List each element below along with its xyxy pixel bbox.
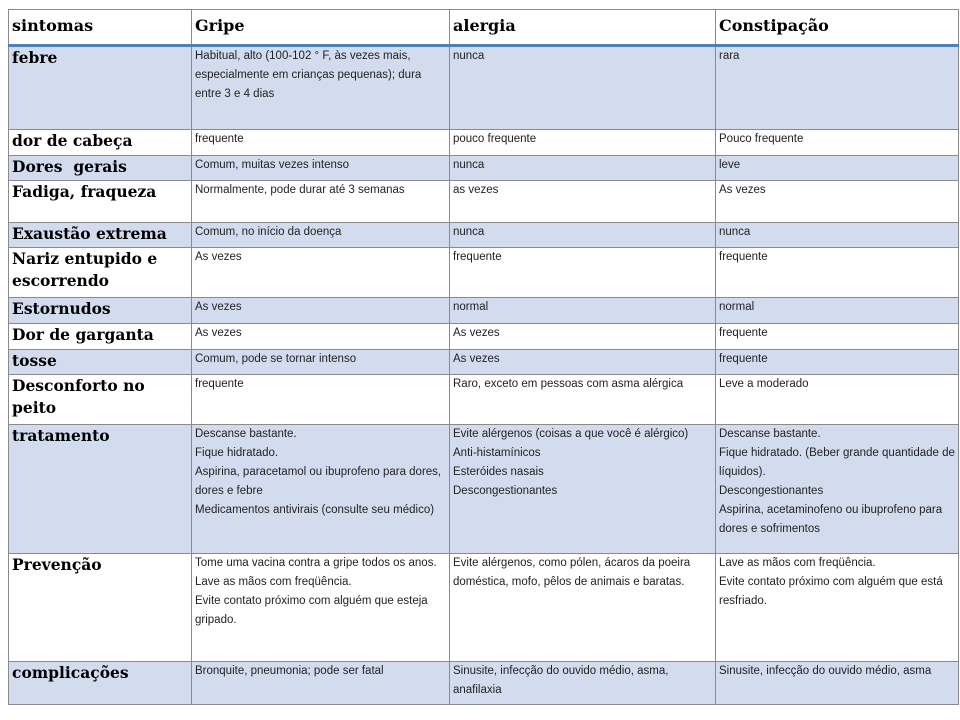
table-row xyxy=(9,130,959,156)
row-label: Dor de garganta xyxy=(9,324,192,350)
alergia-cell: normal xyxy=(450,298,716,324)
alergia-cell: as vezes xyxy=(450,181,716,223)
table-row xyxy=(9,324,959,350)
row-label: febre xyxy=(9,46,192,130)
constipacao-cell: Descanse bastante. Fique hidratado. (Beber grande quantidade de líquidos). Descongestionantes Aspirina, acetaminofeno ou ibuprofeno para dores e sofrimentos xyxy=(716,425,959,554)
table-row xyxy=(9,554,959,662)
row-label: tratamento xyxy=(9,425,192,554)
gripe-cell: As vezes xyxy=(192,248,450,298)
constipacao-cell: nunca xyxy=(716,223,959,248)
gripe-cell: Habitual, alto (100-102 ° F, às vezes mais, especialmente em crianças pequenas); dura entre 3 e 4 dias xyxy=(192,46,450,130)
gripe-cell: Tome uma vacina contra a gripe todos os anos. Lave as mãos com freqüência. Evite contato próximo com alguém que esteja gripado. xyxy=(192,554,450,662)
header-alergia: alergia xyxy=(450,10,716,46)
alergia-cell: pouco frequente xyxy=(450,130,716,156)
constipacao-cell: Lave as mãos com freqüência. Evite contato próximo com alguém que está resfriado. xyxy=(716,554,959,662)
constipacao-cell: leve xyxy=(716,156,959,181)
constipacao-cell: frequente xyxy=(716,248,959,298)
row-label: Dores gerais xyxy=(9,156,192,181)
gripe-cell: Comum, pode se tornar intenso xyxy=(192,350,450,375)
table-row xyxy=(9,181,959,223)
table-row xyxy=(9,350,959,375)
constipacao-cell: frequente xyxy=(716,324,959,350)
table-row xyxy=(9,223,959,248)
table-row xyxy=(9,425,959,554)
gripe-cell: As vezes xyxy=(192,298,450,324)
gripe-cell: frequente xyxy=(192,130,450,156)
row-label: Prevenção xyxy=(9,554,192,662)
table-row xyxy=(9,662,959,705)
row-label: tosse xyxy=(9,350,192,375)
constipacao-cell: frequente xyxy=(716,350,959,375)
constipacao-cell: Leve a moderado xyxy=(716,375,959,425)
gripe-cell: Comum, no início da doença xyxy=(192,223,450,248)
row-label: Exaustão extrema xyxy=(9,223,192,248)
table-row xyxy=(9,375,959,425)
row-label: dor de cabeça xyxy=(9,130,192,156)
row-label: Fadiga, fraqueza xyxy=(9,181,192,223)
constipacao-cell: normal xyxy=(716,298,959,324)
alergia-cell: Raro, exceto em pessoas com asma alérgica xyxy=(450,375,716,425)
alergia-cell: nunca xyxy=(450,156,716,181)
row-label: Estornudos xyxy=(9,298,192,324)
alergia-cell: As vezes xyxy=(450,324,716,350)
constipacao-cell: As vezes xyxy=(716,181,959,223)
gripe-cell: Normalmente, pode durar até 3 semanas xyxy=(192,181,450,223)
row-label: Desconforto no peito xyxy=(9,375,192,425)
constipacao-cell: Sinusite, infecção do ouvido médio, asma xyxy=(716,662,959,705)
table-row xyxy=(9,298,959,324)
header-row xyxy=(9,10,959,46)
gripe-cell: As vezes xyxy=(192,324,450,350)
constipacao-cell: Pouco frequente xyxy=(716,130,959,156)
header-sintomas: sintomas xyxy=(9,10,192,46)
alergia-cell: As vezes xyxy=(450,350,716,375)
gripe-cell: Descanse bastante. Fique hidratado. Aspirina, paracetamol ou ibuprofeno para dores, dores e febre Medicamentos antivirais (consulte seu médico) xyxy=(192,425,450,554)
alergia-cell: Sinusite, infecção do ouvido médio, asma, anafilaxia xyxy=(450,662,716,705)
alergia-cell: Evite alérgenos, como pólen, ácaros da poeira doméstica, mofo, pêlos de animais e baratas. xyxy=(450,554,716,662)
symptom-comparison-table xyxy=(8,9,959,705)
alergia-cell: Evite alérgenos (coisas a que você é alérgico) Anti-histamínicos Esteróides nasais Descongestionantes xyxy=(450,425,716,554)
alergia-cell: frequente xyxy=(450,248,716,298)
table-row xyxy=(9,156,959,181)
alergia-cell: nunca xyxy=(450,46,716,130)
row-label: Nariz entupido e escorrendo xyxy=(9,248,192,298)
alergia-cell: nunca xyxy=(450,223,716,248)
table-row xyxy=(9,46,959,130)
header-gripe: Gripe xyxy=(192,10,450,46)
gripe-cell: Bronquite, pneumonia; pode ser fatal xyxy=(192,662,450,705)
table-row xyxy=(9,248,959,298)
row-label: complicações xyxy=(9,662,192,705)
gripe-cell: Comum, muitas vezes intenso xyxy=(192,156,450,181)
constipacao-cell: rara xyxy=(716,46,959,130)
header-constipacao: Constipação xyxy=(716,10,959,46)
gripe-cell: frequente xyxy=(192,375,450,425)
